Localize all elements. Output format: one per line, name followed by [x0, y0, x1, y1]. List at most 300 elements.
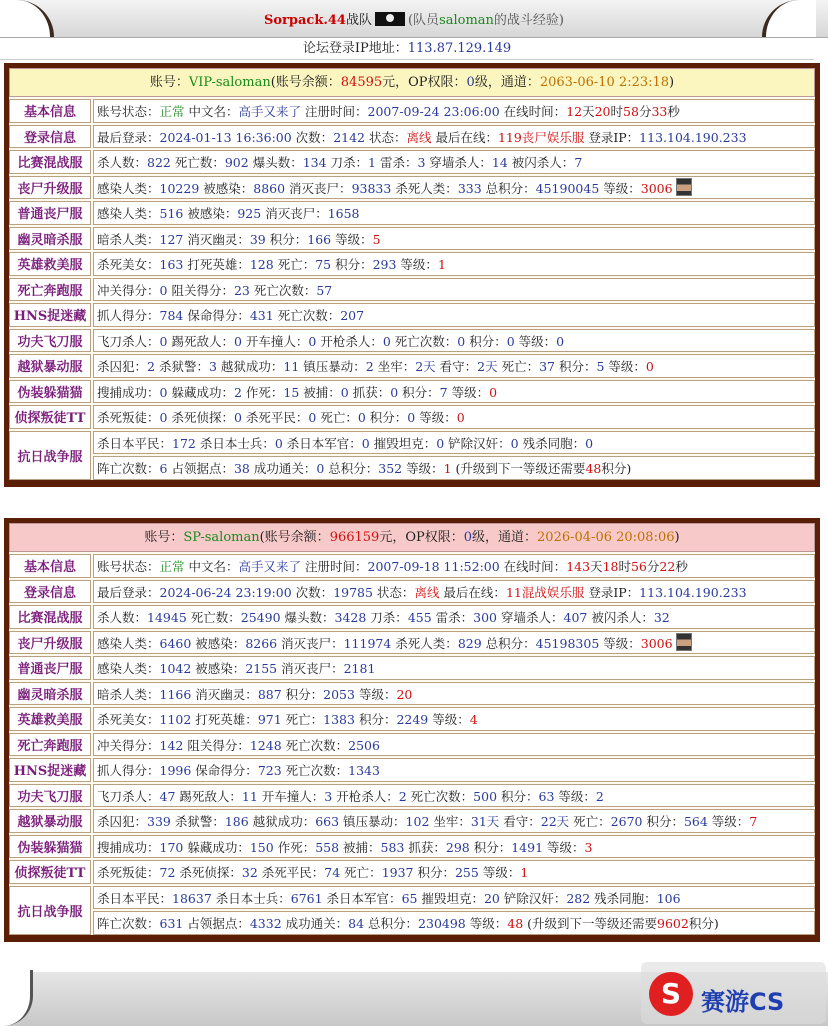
stat-label: 镇压暴动： — [299, 359, 366, 374]
stat-value: 1166 — [159, 686, 192, 702]
stat-label: 雷杀： — [431, 610, 474, 625]
stat-value: 84 — [348, 916, 365, 931]
stat-label: 飞刀杀人： — [97, 788, 160, 804]
stat-label: 等级： — [707, 814, 750, 829]
stat-line — [93, 380, 815, 404]
stat-label: 抓人得分： — [97, 763, 160, 778]
stat-line — [93, 150, 815, 174]
stat-label: 最后在线： — [439, 584, 506, 600]
stat-label: 积分： — [265, 231, 308, 247]
stat-value: 352 — [378, 461, 403, 476]
stat-value: 2天 — [415, 359, 436, 374]
stat-label: 等级： — [402, 461, 444, 476]
stat-row-label: 抗日战争服 — [9, 886, 91, 935]
stat-line — [93, 605, 815, 629]
stat-label: 阵亡次数： — [97, 916, 160, 931]
stat-line — [93, 405, 815, 429]
stat-value: 18 — [602, 559, 619, 574]
stat-value: 583 — [380, 839, 405, 855]
stat-row-label: 伪装躲猫猫 — [9, 835, 91, 859]
stat-row-values — [93, 580, 815, 604]
stat-label: 状态： — [372, 584, 415, 600]
stat-row-values — [93, 227, 815, 251]
channel-expiry: 2026-04-06 20:08:06 — [537, 530, 675, 545]
stat-line — [93, 758, 815, 782]
stat-label: 镇压暴动： — [339, 814, 406, 829]
op-unit: 级，通道： — [474, 75, 540, 90]
stat-line — [93, 911, 815, 935]
stat-label: 抓人得分： — [97, 308, 160, 323]
stat-label: 账号状态： — [97, 559, 160, 574]
stat-row-label: 比赛混战服 — [9, 150, 91, 174]
stat-value: 1 — [520, 865, 529, 880]
stat-line — [93, 354, 815, 378]
stat-label: 时 — [618, 559, 631, 574]
stat-label: 死亡次数： — [281, 737, 349, 753]
stat-line — [93, 201, 815, 225]
stat-label: 次数： — [291, 584, 334, 600]
stat-value: 1658 — [327, 206, 360, 221]
team-name: Sorpack.44 — [264, 13, 346, 28]
stat-value: 5 — [596, 359, 605, 374]
stat-value: 113.104.190.233 — [639, 584, 747, 600]
stat-line — [93, 227, 815, 251]
stat-label: 踢死敌人： — [175, 788, 242, 804]
stat-label: 死亡次数： — [249, 282, 317, 298]
stat-value: 170 — [159, 839, 184, 855]
stat-label: 抓获： — [348, 384, 391, 400]
stat-label: 开枪杀人： — [316, 333, 383, 349]
stat-label: 总积分： — [481, 180, 536, 196]
stat-value: 32 — [241, 865, 258, 880]
stat-label: 搜捕成功： — [97, 384, 160, 400]
stat-value: 2 — [595, 788, 604, 804]
stat-label: 越狱成功： — [248, 814, 316, 829]
stat-label: 杀人数： — [97, 610, 148, 625]
stat-value: 0 — [489, 384, 498, 400]
stat-label: 被闪杀人： — [507, 155, 575, 170]
stat-label: 总积分： — [364, 916, 419, 931]
stat-value: 902 — [224, 155, 249, 170]
stat-row-label: 英雄救美服 — [9, 707, 91, 731]
stat-label: 抓获： — [404, 839, 446, 855]
stat-value: 正常 — [159, 104, 185, 119]
stat-value: 57 — [316, 282, 333, 298]
stat-value: 15 — [283, 384, 300, 400]
stat-label: 杀日本军官： — [322, 890, 402, 906]
stat-label: 冲关得分： — [97, 737, 160, 753]
stat-label: 积分： — [331, 257, 373, 272]
stat-label: 总积分： — [324, 461, 379, 476]
stat-value: 47 — [159, 788, 176, 804]
stat-value: 2 — [233, 384, 242, 400]
stat-value: 3006 — [640, 635, 673, 651]
stat-value: 1102 — [159, 712, 192, 727]
stat-row-values — [93, 605, 815, 629]
stat-label: 死亡： — [497, 359, 540, 374]
stat-label: 等级： — [465, 916, 508, 931]
stat-value: 2 — [398, 788, 407, 804]
stat-label: 刀杀： — [366, 610, 408, 625]
stat-label: 被感染： — [191, 635, 246, 651]
stat-value: 2249 — [396, 712, 429, 727]
stat-value: 45190045 — [535, 180, 600, 196]
stat-label: 等级： — [478, 865, 521, 880]
stat-value: 2142 — [333, 129, 365, 145]
stat-row — [9, 99, 815, 123]
stat-row — [9, 227, 815, 251]
stat-value: 32 — [653, 610, 670, 625]
stat-value: 0 — [510, 435, 519, 451]
forum-ip-line — [0, 38, 814, 60]
stat-line — [93, 707, 815, 731]
stat-value: 3 — [584, 839, 593, 855]
stat-line — [93, 886, 815, 910]
stat-value: 离线 — [414, 584, 440, 600]
stat-row — [9, 784, 815, 808]
stat-value: 829 — [457, 635, 482, 651]
stat-label: 消灭幽灵： — [191, 686, 258, 702]
stat-label: 感染人类： — [97, 661, 160, 676]
stat-value: 300 — [473, 610, 498, 625]
stat-row — [9, 405, 815, 429]
stat-row-label: 越狱暴动服 — [9, 354, 91, 378]
stat-value: 0 — [316, 461, 325, 476]
stat-label: 铲除汉奸： — [444, 435, 511, 451]
stat-row-label: 死亡奔跑服 — [9, 733, 91, 757]
stat-row-label: HNS捉迷藏 — [9, 758, 91, 782]
stat-value: 172 — [172, 435, 196, 451]
stat-value: 293 — [372, 257, 397, 272]
stat-value: 102 — [405, 814, 430, 829]
stat-label: 积分) — [601, 461, 632, 476]
pirate-flag-icon — [375, 12, 405, 26]
stat-row — [9, 354, 815, 378]
stat-value: 高手又来了 — [238, 559, 302, 574]
account-label: 账号： — [149, 75, 189, 90]
stat-label: 在线时间： — [499, 559, 567, 574]
stat-label: 最后登录： — [97, 584, 160, 600]
stat-value: 0 — [645, 359, 654, 374]
stat-label: 冲关得分： — [97, 282, 160, 298]
stat-value: 500 — [473, 788, 498, 804]
stat-label: 最后登录： — [97, 129, 160, 145]
stat-row — [9, 303, 815, 327]
stat-line — [93, 99, 815, 123]
stat-row-values — [93, 354, 815, 378]
stat-value: 12 — [566, 104, 583, 119]
stat-value: 1383 — [323, 712, 355, 727]
stat-label: 作死： — [241, 384, 284, 400]
stat-label: 死亡次数： — [281, 763, 349, 778]
stat-value: 8266 — [245, 635, 278, 651]
stat-value: 1 — [368, 155, 376, 170]
stat-value: 1343 — [348, 763, 380, 778]
stat-label: 开枪杀人： — [332, 788, 399, 804]
stat-value: 2007-09-24 23:06:00 — [367, 104, 500, 119]
stat-label: 躲藏成功： — [183, 839, 250, 855]
account-header — [9, 68, 815, 97]
stat-label: 等级： — [331, 231, 373, 247]
stat-label: 被感染： — [183, 206, 238, 221]
stat-label: 被感染： — [199, 180, 254, 196]
stat-label: 杀狱警： — [170, 814, 225, 829]
stat-line — [93, 784, 815, 808]
stat-row — [9, 278, 815, 302]
stat-value: 298 — [445, 839, 470, 855]
stat-value: 22天 — [540, 814, 570, 829]
stat-value: 3428 — [334, 610, 367, 625]
stat-value: 2007-09-18 11:52:00 — [367, 559, 500, 574]
stat-row — [9, 554, 815, 578]
stat-row-label: HNS捉迷藏 — [9, 303, 91, 327]
stat-label: 杀死叛徒： — [97, 410, 160, 425]
stat-label: 杀人数： — [97, 155, 148, 170]
stat-label: 积分： — [469, 839, 512, 855]
stat-line — [93, 176, 815, 200]
stat-label: 摧毁坦克： — [417, 890, 484, 906]
stat-value: 8860 — [253, 180, 286, 196]
stat-row-values — [93, 431, 815, 480]
stat-label: 杀日本军官： — [282, 435, 362, 451]
stat-value: 0 — [159, 282, 168, 298]
stat-row-label: 侦探叛徒TT — [9, 860, 91, 884]
stat-value: 93833 — [351, 180, 392, 196]
stat-label: 被捕： — [299, 384, 341, 400]
stat-value: 45198305 — [535, 635, 600, 651]
stat-label: 死亡： — [273, 257, 316, 272]
stat-value: 3 — [208, 359, 217, 374]
account-label: 账号： — [144, 530, 184, 545]
stat-value: 2506 — [348, 737, 380, 753]
stat-value: 150 — [249, 839, 274, 855]
stat-row-label: 英雄救美服 — [9, 252, 91, 276]
stat-value: 63 — [538, 788, 555, 804]
stat-value: 14945 — [147, 610, 187, 625]
stat-line — [93, 329, 815, 353]
stat-label: 爆头数： — [280, 610, 335, 625]
stat-row-values — [93, 150, 815, 174]
stat-label: 被闪杀人： — [587, 610, 654, 625]
stat-value: 0 — [233, 410, 242, 425]
stat-value: 14 — [491, 155, 508, 170]
stat-value: 0 — [556, 333, 565, 349]
stat-label: 账号状态： — [97, 104, 160, 119]
stat-label: 积分： — [642, 814, 684, 829]
stat-label: 飞刀杀人： — [97, 333, 160, 349]
stat-label: 暗杀人类： — [97, 686, 160, 702]
account-header — [9, 523, 815, 552]
stat-label: 越狱成功： — [216, 359, 284, 374]
stat-row-label: 比赛混战服 — [9, 605, 91, 629]
stat-value: 48 — [507, 916, 524, 931]
stat-row-label: 侦探叛徒TT — [9, 405, 91, 429]
stat-label: 状态： — [365, 129, 407, 145]
stat-row-values — [93, 252, 815, 276]
stat-label: 天 — [590, 559, 603, 574]
balance-label: (账号余额： — [259, 530, 330, 545]
stat-row-values — [93, 303, 815, 327]
stat-label: 积分： — [465, 333, 507, 349]
stat-label: 等级： — [543, 839, 585, 855]
stat-label: 暗杀人类： — [97, 231, 160, 247]
stat-value: 0 — [274, 435, 283, 451]
stat-value: 564 — [683, 814, 708, 829]
stat-value: 455 — [407, 610, 432, 625]
ip-value: 113.87.129.149 — [407, 41, 512, 56]
stat-value: 2670 — [610, 814, 643, 829]
stat-label: 消灭丧尸： — [277, 635, 344, 651]
op-level: 0 — [463, 530, 473, 545]
level-avatar-icon — [676, 633, 692, 651]
stat-value: 111974 — [343, 635, 392, 651]
stat-label: 死亡次数： — [390, 333, 458, 349]
stat-label: 死亡： — [316, 410, 358, 425]
stat-value: 516 — [159, 206, 184, 221]
stat-value: 163 — [159, 257, 184, 272]
stat-label: 杀囚犯： — [97, 359, 148, 374]
stat-label: 被捕： — [339, 839, 381, 855]
stat-value: 1996 — [159, 763, 192, 778]
stat-value: 5 — [372, 231, 381, 247]
stat-line — [93, 252, 815, 276]
stat-value: 0 — [308, 410, 317, 425]
stat-value: 20 — [483, 890, 500, 906]
stat-value: 4 — [469, 712, 478, 727]
stat-label: 杀死侦探： — [167, 410, 234, 425]
stat-label: 注册时间： — [301, 104, 368, 119]
stat-row — [9, 125, 815, 149]
stat-value: 925 — [237, 206, 262, 221]
stat-label: 积分： — [413, 865, 455, 880]
team-suffix: 战队 — [345, 13, 372, 28]
stat-label: 杀死美女： — [97, 712, 160, 727]
stat-row — [9, 707, 815, 731]
stat-value: 119丧尸娱乐服 — [497, 129, 585, 145]
watermark-text: 赛游CS — [701, 988, 785, 1016]
stat-label: 死亡次数： — [273, 308, 341, 323]
stat-row-label: 普通丧尸服 — [9, 201, 91, 225]
stat-value: 0 — [407, 410, 416, 425]
stat-row — [9, 150, 815, 174]
stat-line — [93, 835, 815, 859]
member-name: saloman — [439, 13, 494, 28]
stat-value: 333 — [457, 180, 482, 196]
stat-row — [9, 176, 815, 200]
stat-value: 74 — [324, 865, 341, 880]
stat-value: 407 — [563, 610, 588, 625]
stat-label: 等级： — [428, 712, 470, 727]
stat-value: 0 — [308, 333, 317, 349]
stat-label: 开车撞人： — [257, 788, 325, 804]
stat-value: 0 — [390, 384, 399, 400]
stat-row-values — [93, 835, 815, 859]
stat-label: 刀杀： — [326, 155, 369, 170]
stat-label: 积分) — [688, 916, 719, 931]
stat-label: 死亡： — [340, 865, 382, 880]
subtitle-prefix: (队员 — [407, 13, 440, 28]
stat-label: (升级到下一等级还需要 — [451, 461, 586, 476]
stat-row-label: 基本信息 — [9, 99, 91, 123]
balance-unit: 元，OP权限： — [382, 75, 467, 90]
stat-value: 230498 — [418, 916, 466, 931]
top-banner — [0, 0, 828, 38]
stat-label: 铲除汉奸： — [499, 890, 567, 906]
stat-label: 秒 — [667, 104, 680, 119]
stat-label: 等级： — [415, 410, 457, 425]
watermark-logo-icon: S — [649, 972, 693, 1016]
header-close: ) — [669, 75, 675, 90]
stat-row — [9, 758, 815, 782]
stat-value: 0 — [585, 435, 594, 451]
stat-label: 等级： — [396, 257, 438, 272]
stat-value: 0 — [159, 384, 168, 400]
stat-row-values — [93, 278, 815, 302]
stat-line — [93, 656, 815, 680]
stat-value: 2155 — [245, 661, 278, 676]
stat-row-values — [93, 176, 815, 200]
stat-value: 65 — [401, 890, 418, 906]
stat-value: 75 — [315, 257, 332, 272]
level-avatar-icon — [676, 178, 692, 196]
stat-row — [9, 809, 815, 833]
subtitle-suffix: 的战斗经验) — [493, 13, 564, 28]
stat-value: 2024-06-24 23:19:00 — [159, 584, 292, 600]
stat-value: 663 — [315, 814, 340, 829]
stats-table — [9, 554, 815, 935]
stat-label: 死亡次数： — [406, 788, 474, 804]
stat-row-values — [93, 707, 815, 731]
stat-label: 中文名： — [184, 104, 239, 119]
stat-row — [9, 682, 815, 706]
stat-value: 1 — [443, 461, 452, 476]
stat-label: 杀死人类： — [391, 180, 458, 196]
stat-value: 1042 — [159, 661, 192, 676]
stat-value: 10229 — [159, 180, 200, 196]
stat-label: (升级到下一等级还需要 — [523, 916, 658, 931]
stat-label: 分 — [646, 559, 660, 574]
stat-label: 感染人类： — [97, 635, 160, 651]
stat-label: 残杀同胞： — [590, 890, 657, 906]
stat-label: 杀日本士兵： — [195, 435, 275, 451]
stat-value: 1 — [437, 257, 446, 272]
stat-value: 18637 — [172, 890, 212, 906]
stat-row-values — [93, 784, 815, 808]
stat-label: 死亡： — [569, 814, 611, 829]
account-name: VIP-saloman — [188, 75, 271, 90]
site-watermark — [641, 962, 826, 1024]
stat-value: 143 — [566, 559, 591, 574]
stat-label: 杀死平民： — [241, 410, 309, 425]
stat-value: 6761 — [290, 890, 323, 906]
stat-value: 高手又来了 — [238, 104, 302, 119]
stat-label: 残杀同胞： — [518, 435, 586, 451]
stat-value: 971 — [257, 712, 282, 727]
stat-label: 死亡数： — [170, 155, 225, 170]
stat-value: 正常 — [159, 559, 185, 574]
stat-label: 打死英雄： — [191, 712, 258, 727]
ip-label: 论坛登录IP地址： — [302, 41, 408, 56]
stat-value: 19785 — [333, 584, 373, 600]
stat-value: 56 — [630, 559, 647, 574]
stat-value: 431 — [249, 308, 274, 323]
stat-row — [9, 835, 815, 859]
page-title — [0, 9, 828, 28]
stat-value: 58 — [623, 104, 639, 119]
stat-value: 20 — [396, 686, 413, 702]
stat-label: 杀狱警： — [154, 359, 209, 374]
stat-label: 打死英雄： — [183, 257, 250, 272]
